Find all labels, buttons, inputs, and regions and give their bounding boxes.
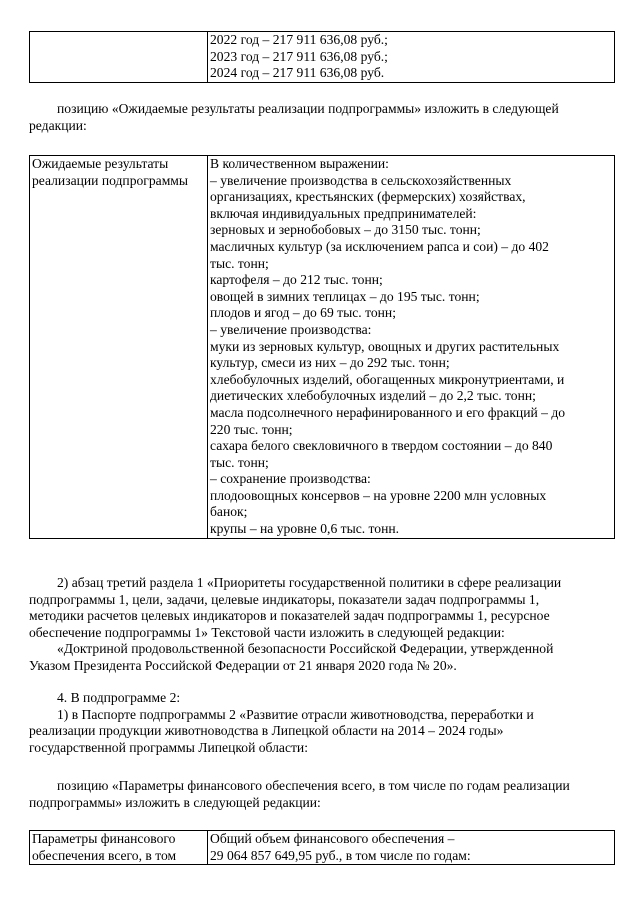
expected-results-table xyxy=(29,155,615,539)
year-line: 2022 год – 217 911 636,08 руб.; xyxy=(210,32,388,47)
year-line: 2023 год – 217 911 636,08 руб.; xyxy=(210,48,388,64)
subprogram-2-paragraph: 4. В подпрограмме 2: 1) в Паспорте подпрограммы 2 «Развитие отрасли животноводства, переработки и реализации продукции животноводства в Липецкой области на 2014 – 2024 годы» государственной программы Липецкой области: xyxy=(29,690,534,755)
results-label-cell: Ожидаемые результаты реализации подпрограммы xyxy=(30,156,208,539)
results-value-cell: В количественном выражении: – увеличение производства в сельскохозяйственных организациях, крестьянских (фермерских) хозяйствах, включая индивидуальных предпринимателей: зерновых и зернобобовых – до 3150 тыс. тонн; масличных культур (за исключением рапса и сои) – до 402 тыс. тонн; картофеля – до 212 тыс. тонн; овощей в зимних теплицах – до 195 тыс. тонн; плодов и ягод – до 69 тыс. тонн; – увеличение производства: муки из зерновых культур, овощных и других растительных культур, смеси из них – до 292 тыс. тонн; хлебобулочных изделий, обогащенных микронутриентами, и диетических хлебобулочных изделий – до 2,2 тыс. тонн; масла подсолнечного нерафинированного и его фракций – до 220 тыс. тонн; сахара белого свекловичного в твердом состоянии – до 840 тыс. тонн; – сохранение производства: плодоовощных консервов – на уровне 2200 млн условных банок; крупы – на уровне 0,6 тыс. тонн. xyxy=(208,156,615,539)
finance-label-cell: Параметры финансового обеспечения всего, в том xyxy=(30,831,208,865)
table-row xyxy=(30,831,615,865)
table-row xyxy=(30,32,615,83)
intro-paragraph-results: позицию «Ожидаемые результаты реализации подпрограммы» изложить в следующей редакции: xyxy=(29,101,559,133)
amendment-paragraph-2: 2) абзац третий раздела 1 «Приоритеты государственной политики в сфере реализации подпрограммы 1, цели, задачи, целевые индикаторы, показатели задач подпрограммы 1, методики расчетов целевых индикаторов и показателей задач подпрограммы 1, ресурсное обеспечение подпрограммы 1» Текстовой части изложить в следующей редакции: «Доктриной продовольственной безопасности Российской Федерации, утвержденной Указом Президента Российской Федерации от 21 января 2020 года № 20». xyxy=(29,575,562,673)
year-line: 2024 год – 217 911 636,08 руб. xyxy=(210,65,385,81)
table-cell-empty xyxy=(30,32,208,83)
finance-parameters-table xyxy=(29,830,615,865)
budget-years-table xyxy=(29,31,615,83)
table-cell-years xyxy=(208,32,615,83)
finance-value-cell: Общий объем финансового обеспечения – 29 064 857 649,95 руб., в том числе по годам: xyxy=(208,831,615,865)
table-row xyxy=(30,156,615,539)
intro-paragraph-finance: позицию «Параметры финансового обеспечения всего, в том числе по годам реализации подпрограммы» изложить в следующей редакции: xyxy=(29,778,570,810)
